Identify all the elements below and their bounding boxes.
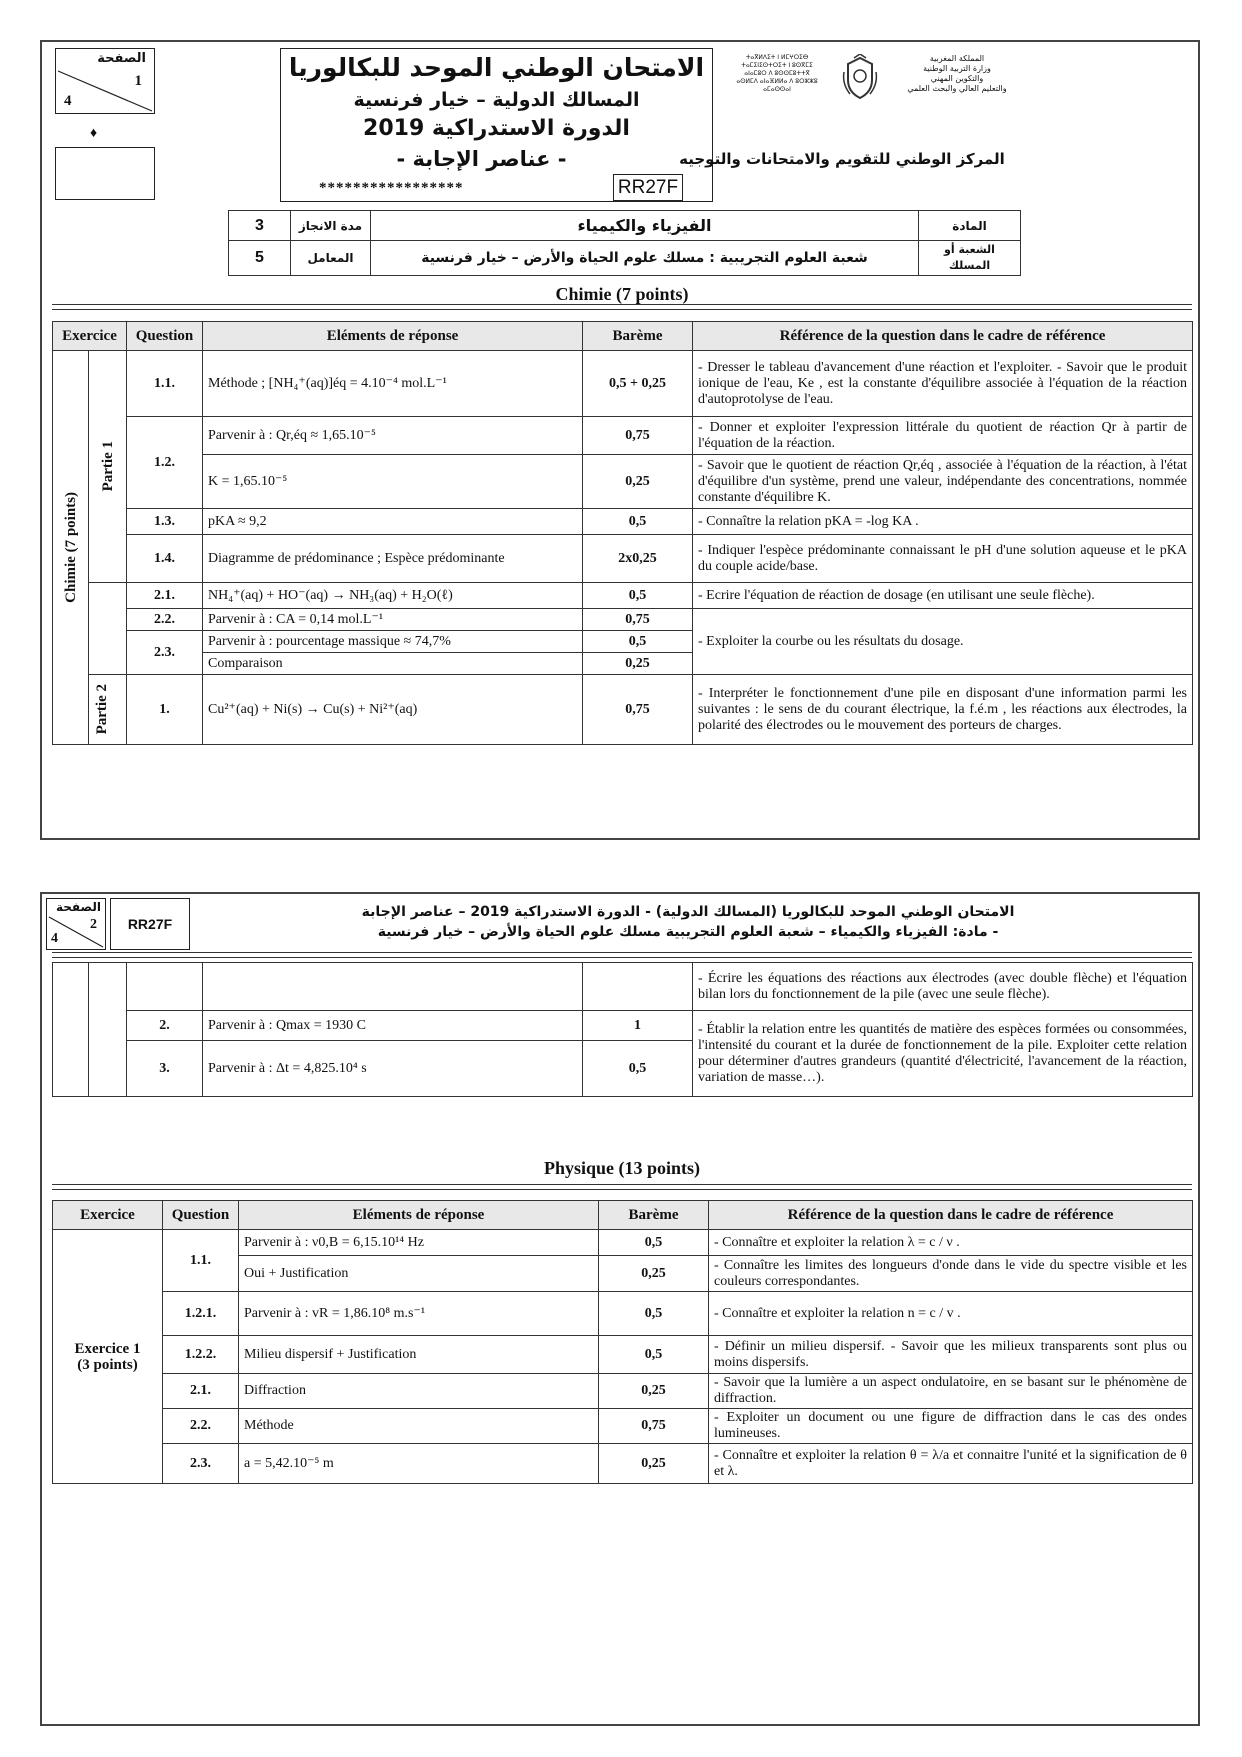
reference-text: - Dresser le tableau d'avancement d'une réaction et l'exploiter. - Savoir que le produit ionique de l'eau, Ke , est la constante d'équilibre associée à l'équation de la réaction d'autoprotolyse de l'eau. [693,351,1193,417]
bareme-value: 0,75 [583,675,693,745]
chemistry-section-title: Chimie (7 points) [555,284,689,304]
bareme-value: 2x0,25 [583,535,693,583]
col-header-exercice: Exercice [53,322,127,351]
bareme-value: 0,75 [599,1409,709,1444]
answer-element: Parvenir à : vR = 1,86.10⁸ m.s⁻¹ [239,1292,599,1336]
question-number [127,963,203,1011]
answer-element: Comparaison [203,653,583,675]
question-number: 2.2. [127,609,203,631]
ministry-ar-line: وزارة التربية الوطنية [923,64,991,73]
answer-element: Parvenir à : Qmax = 1930 C [203,1011,583,1041]
answer-element: Cu²⁺(aq) + Ni(s) → Cu(s) + Ni²⁺(aq) [203,675,583,745]
reference-text: - Connaître et exploiter la relation θ = λ/a et connaitre l'unité et la signification de θ et λ. [709,1444,1193,1484]
reference-text: - Connaître et exploiter la relation n = c / v . [709,1292,1193,1336]
bareme-value: 0,25 [583,653,693,675]
ministry-ar-line: والتعليم العالي والبحث العلمي [907,84,1007,93]
answer-element: NH₄⁺(aq) + HO⁻(aq) → NH₃(aq) + H₂O(ℓ) [203,583,583,609]
answer-element: pKA ≈ 9,2 [203,509,583,535]
bareme-value: 0,5 [583,509,693,535]
answer-sheet-page-1 [40,40,1200,840]
bareme-value: 0,75 [583,417,693,455]
answer-element: Diagramme de prédominance ; Espèce prédominante [203,535,583,583]
question-number: 2.2. [163,1409,239,1444]
question-number: 1.2.1. [163,1292,239,1336]
exam-header-line-1: الامتحان الوطني الموحد للبكالوريا (المسالك الدولية) - الدورة الاستدراكية 2019 – عناصر الإجابة [361,904,1015,920]
answer-element: a = 5,42.10⁻⁵ m [239,1444,599,1484]
page-total: 4 [64,93,72,109]
exam-title-line-4: - عناصر الإجابة - [396,147,567,171]
exam-title-line-3: الدورة الاستدراكية 2019 [363,116,630,141]
chemistry-continuation-table [52,962,1193,1097]
reference-text: - Exploiter la courbe ou les résultats du dosage. [693,609,1193,675]
col-header-elements: Eléments de réponse [239,1201,599,1230]
reference-text: - Connaître et exploiter la relation λ = c / ν . [709,1230,1193,1256]
part-cell [89,963,127,1097]
answer-element: Parvenir à : pourcentage massique ≈ 74,7% [203,631,583,653]
ministry-tifinagh [722,54,832,94]
reference-text: - Définir un milieu dispersif. - Savoir que les milieux transparents sont plus ou moins dispersifs. [709,1336,1193,1374]
answer-element: Parvenir à : CA = 0,14 mol.L⁻¹ [203,609,583,631]
question-number: 1. [127,675,203,745]
exercise-label: Exercice 1 [74,1340,141,1357]
exercise-cell [53,963,89,1097]
question-number: 2.1. [127,583,203,609]
question-number: 2.3. [163,1444,239,1484]
exam-code-box [110,898,190,950]
tifinagh-line: ⴰⵏⴰⵎⵓⵔ ⴷ ⵓⵙⵙⵎⵓⵜⵜⴳ [744,70,810,77]
exam-code: RR27F [617,177,679,198]
bareme-value: 0,5 + 0,25 [583,351,693,417]
duration-label: مدة الانجاز [291,211,371,241]
col-header-bareme: Barème [583,322,693,351]
exam-header-box [280,48,713,202]
question-number: 3. [127,1041,203,1097]
answer-element [203,963,583,1011]
col-header-exercice: Exercice [53,1201,163,1230]
section-divider [52,304,1192,310]
exam-header-line-2: - مادة: الفيزياء والكيمياء – شعبة العلوم التجريبية مسلك علوم الحياة والأرض – خيار فرنسية [377,924,999,940]
col-header-reference: Référence de la question dans le cadre de référence [693,322,1193,351]
reference-text: - Connaître la relation pKA = -log KA . [693,509,1193,535]
exam-title-line-1: الامتحان الوطني الموحد للبكالوريا [288,53,705,82]
reference-text: - Interpréter le fonctionnement d'une pile en disposant d'une information parmi les suivantes : le sens de du courant électrique, la f.é.m , les réactions aux électrodes, la polarité des électrodes ou le mouvement des porteurs de charges. [693,675,1193,745]
question-number: 1.3. [127,509,203,535]
question-number: 2.1. [163,1374,239,1409]
answer-element: Parvenir à : ν0,B = 6,15.10¹⁴ Hz [239,1230,599,1256]
bareme-value: 0,5 [599,1230,709,1256]
branch-value: شعبة العلوم التجريبية : مسلك علوم الحياة والأرض – خيار فرنسية [371,241,919,276]
subject-info-table [228,210,1021,276]
section-divider [52,1184,1192,1190]
blank-stamp-box [55,147,155,200]
page-label: الصفحة [55,900,101,914]
ministry-ar-line: والتكوين المهني [930,74,984,83]
reference-text: - Indiquer l'espèce prédominante connaissant le pH d'une solution aqueuse et le pKA du couple acide/base. [693,535,1193,583]
coef-label: المعامل [291,241,371,276]
bareme-value: 0,25 [583,455,693,509]
bareme-value: 0,5 [583,583,693,609]
bareme-value: 0,5 [583,631,693,653]
exam-code: RR27F [127,916,173,932]
answer-element: K = 1,65.10⁻⁵ [203,455,583,509]
exercise-cell [53,351,89,745]
ministry-ar-line: المملكة المغربية [929,54,985,63]
reference-text: - Donner et exploiter l'expression littérale du quotient de réaction Qr à partir de l'équation de la réaction. [693,417,1193,455]
tifinagh-line: ⵜⴰⵎⵉⵏⵉⵙⵜⵔⵉⵜ ⵏ ⵓⵙⴳⵎⵉ [741,62,813,69]
col-header-question: Question [127,322,203,351]
exercise-cell [53,1230,163,1484]
physics-section-title: Physique (13 points) [543,1158,701,1178]
reference-text: - Savoir que le quotient de réaction Qr,éq , associée à l'équation de la réaction, à l'état d'équilibre d'un système, prend une valeur, indépendante des concentrations, nommée constante d'équilibre K. [693,455,1193,509]
exam-title-line-2: المسالك الدولية – خيار فرنسية [353,89,640,111]
page-total: 4 [51,931,58,946]
col-header-reference: Référence de la question dans le cadre de référence [709,1201,1193,1230]
duration-value: 3 [229,211,291,241]
bareme-value: 1 [583,1011,693,1041]
national-center: المركز الوطني للتقويم والامتحانات والتوجيه [679,150,1005,168]
reference-text: - Savoir que la lumière a un aspect ondulatoire, en se basant sur le phénomène de diffraction. [709,1374,1193,1409]
col-header-elements: Eléments de réponse [203,322,583,351]
page-label: الصفحة [97,51,146,66]
answer-element: Milieu dispersif + Justification [239,1336,599,1374]
col-header-bareme: Barème [599,1201,709,1230]
part1-label: Partie 1 [99,441,116,492]
tifinagh-line: ⵜⴰⴳⵍⴷⵉⵜ ⵏ ⵍⵎⵖⵔⵉⴱ [745,54,809,61]
answer-element: Diffraction [239,1374,599,1409]
exercise-points: (3 points) [77,1356,138,1373]
col-header-question: Question [163,1201,239,1230]
ministry-block [722,54,1022,124]
coat-of-arms-icon [840,54,880,104]
page-number: 1 [134,73,142,89]
answer-element: Parvenir à : Qr,éq ≈ 1,65.10⁻⁵ [203,417,583,455]
bareme-value: 0,5 [599,1336,709,1374]
subject-label: المادة [919,211,1021,241]
question-number: 2. [127,1011,203,1041]
page-divider-line [47,915,105,949]
bareme-value: 0,75 [583,609,693,631]
page-number-box [55,48,155,114]
question-number: 1.4. [127,535,203,583]
question-number: 1.1. [127,351,203,417]
bareme-value: 0,25 [599,1256,709,1292]
part2-label: Partie 2 [94,684,110,735]
answer-sheet-page-2 [40,892,1200,1726]
answer-element: Méthode ; [NH₄⁺(aq)]éq = 4.10⁻⁴ mol.L⁻¹ [203,351,583,417]
part1-continued-cell [89,583,127,675]
exercise-label: Chimie (7 points) [62,492,79,603]
question-number: 1.2.2. [163,1336,239,1374]
bareme-value [583,963,693,1011]
answer-element: Oui + Justification [239,1256,599,1292]
branch-label: الشعبة أو المسلك [919,241,1021,276]
bareme-value: 0,25 [599,1444,709,1484]
tifinagh-line: ⴰⵙⵍⵎⴷ ⴰⵏⴰⴼⵍⵍⴰ ⴷ ⵓⵔⵣⵣⵓ ⴰⵎⴰⵙⵙⴰⵏ [736,78,818,93]
question-number: 2.3. [127,631,203,675]
page-number-box [46,898,106,950]
bullet-marker: ♦ [90,126,98,141]
bareme-value: 0,5 [599,1292,709,1336]
question-number: 1.1. [163,1230,239,1292]
page-number: 2 [90,917,97,932]
stars-row: ***************** [319,180,464,196]
ministry-arabic [892,54,1022,94]
answer-element: Parvenir à : Δt = 4,825.10⁴ s [203,1041,583,1097]
part2-cell [89,675,127,745]
exam-code-box [613,174,683,201]
question-number: 1.2. [127,417,203,509]
physics-answer-table [52,1200,1193,1484]
page-divider-line [56,69,154,113]
answer-element: Méthode [239,1409,599,1444]
reference-text: - Ecrire l'équation de réaction de dosage (en utilisant une seule flèche). [693,583,1193,609]
subject-value: الفيزياء والكيمياء [371,211,919,241]
reference-text: - Écrire les équations des réactions aux électrodes (avec double flèche) et l'équation bilan lors du fonctionnement de la pile (avec une seule flèche). [693,963,1193,1011]
bareme-value: 0,25 [599,1374,709,1409]
chemistry-answer-table [52,321,1193,745]
reference-text: - Exploiter un document ou une figure de diffraction dans le cas des ondes lumineuses. [709,1409,1193,1444]
header-divider [52,952,1192,958]
reference-text: - Connaître les limites des longueurs d'onde dans le vide du spectre visible et les couleurs correspondantes. [709,1256,1193,1292]
reference-text: - Établir la relation entre les quantités de matière des espèces formées ou consommées, l'intensité du courant et la durée de fonctionnement de la pile. Exploiter cette relation pour déterminer d'autres grandeurs (quantité d'électricité, l'avancement de la réaction, variation de masse…). [693,1011,1193,1097]
part1-cell [89,351,127,583]
coef-value: 5 [229,241,291,276]
bareme-value: 0,5 [583,1041,693,1097]
